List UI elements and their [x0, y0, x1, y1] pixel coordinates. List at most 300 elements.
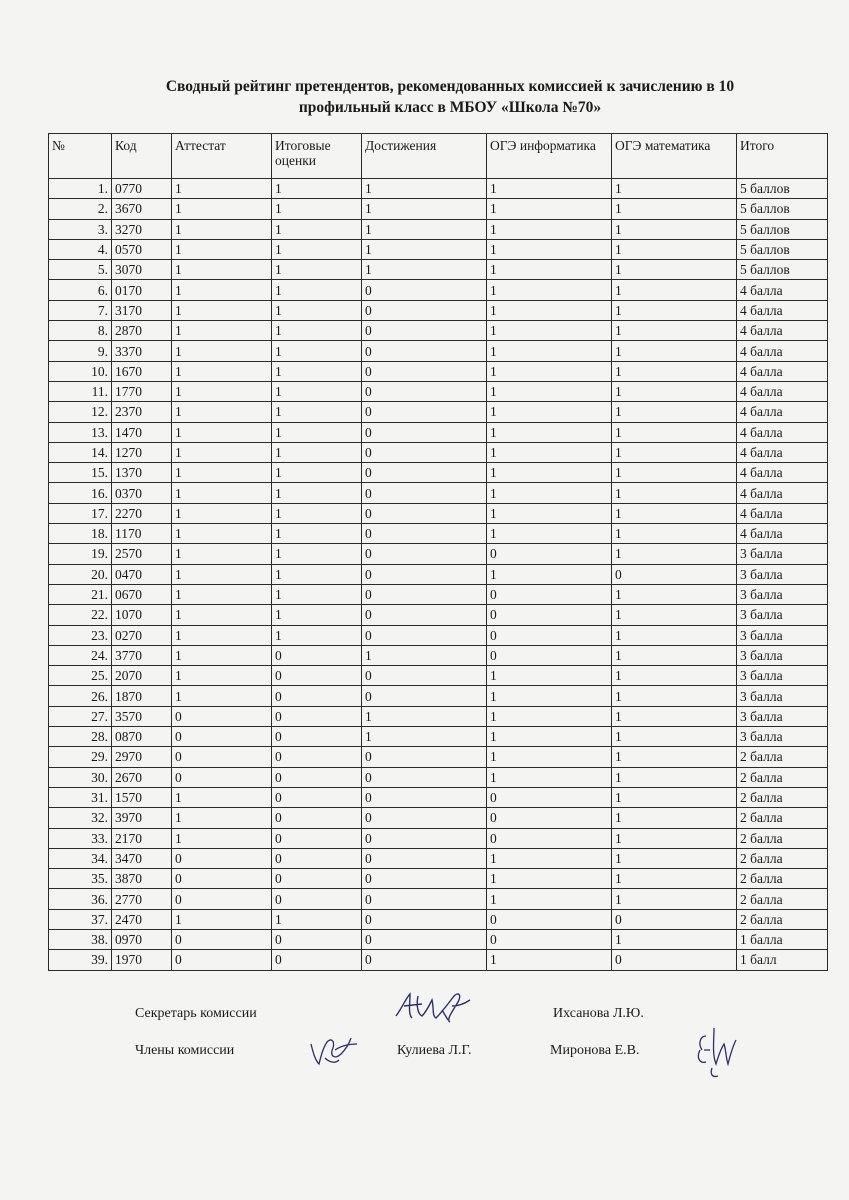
table-cell: 1	[172, 584, 272, 604]
table-cell: 0	[272, 869, 362, 889]
table-cell: 1970	[112, 950, 172, 970]
table-cell: 0	[612, 950, 737, 970]
table-cell: 2 балла	[737, 808, 828, 828]
table-cell: 1	[612, 463, 737, 483]
table-cell: 3170	[112, 300, 172, 320]
table-cell: 3970	[112, 808, 172, 828]
table-cell: 1	[272, 605, 362, 625]
table-cell: 1.	[49, 179, 112, 199]
table-cell: 1	[612, 219, 737, 239]
table-cell: 1	[487, 341, 612, 361]
table-cell: 1	[172, 442, 272, 462]
table-cell: 0	[272, 727, 362, 747]
table-cell: 0	[272, 645, 362, 665]
table-cell: 25.	[49, 666, 112, 686]
table-cell: 5 баллов	[737, 199, 828, 219]
table-row	[49, 219, 828, 239]
table-row	[49, 483, 828, 503]
table-cell: 0	[362, 869, 487, 889]
table-cell: 2070	[112, 666, 172, 686]
table-cell: 4.	[49, 239, 112, 259]
table-cell: 1	[487, 524, 612, 544]
table-cell: 1	[487, 747, 612, 767]
table-cell: 4 балла	[737, 280, 828, 300]
table-cell: 3 балла	[737, 584, 828, 604]
table-row	[49, 199, 828, 219]
table-cell: 0	[362, 361, 487, 381]
table-cell: 1	[612, 666, 737, 686]
table-cell: 3670	[112, 199, 172, 219]
table-cell: 1	[272, 280, 362, 300]
table-cell: 1	[272, 260, 362, 280]
table-cell: 1	[612, 422, 737, 442]
table-cell: 0	[362, 848, 487, 868]
table-cell: 1	[272, 503, 362, 523]
table-cell: 1	[487, 402, 612, 422]
table-cell: 15.	[49, 463, 112, 483]
table-cell: 2 балла	[737, 747, 828, 767]
table-cell: 3.	[49, 219, 112, 239]
table-cell: 1	[487, 442, 612, 462]
table-cell: 1	[172, 219, 272, 239]
table-cell: 4 балла	[737, 463, 828, 483]
table-cell: 1	[612, 321, 737, 341]
table-cell: 1	[612, 584, 737, 604]
table-cell: 3870	[112, 869, 172, 889]
table-cell: 3570	[112, 706, 172, 726]
table-cell: 0	[362, 321, 487, 341]
table-cell: 2270	[112, 503, 172, 523]
table-cell: 1	[272, 625, 362, 645]
table-cell: 0	[612, 564, 737, 584]
table-cell: 2 балла	[737, 767, 828, 787]
table-cell: 1	[362, 706, 487, 726]
table-cell: 1	[172, 503, 272, 523]
table-cell: 36.	[49, 889, 112, 909]
secretary-signature	[392, 986, 482, 1028]
table-cell: 1	[172, 625, 272, 645]
table-cell: 0	[487, 645, 612, 665]
table-cell: 29.	[49, 747, 112, 767]
table-row	[49, 767, 828, 787]
table-cell: 1	[362, 727, 487, 747]
table-cell: 5 баллов	[737, 219, 828, 239]
table-cell: 1	[612, 706, 737, 726]
table-cell: 22.	[49, 605, 112, 625]
table-row	[49, 361, 828, 381]
title-line-2: профильный класс в МБОУ «Школа №70»	[298, 99, 602, 116]
table-cell: 1	[272, 321, 362, 341]
table-cell: 23.	[49, 625, 112, 645]
table-cell: 0	[272, 666, 362, 686]
table-row	[49, 341, 828, 361]
table-cell: 3 балла	[737, 564, 828, 584]
table-cell: 2170	[112, 828, 172, 848]
table-cell: 1	[612, 544, 737, 564]
table-cell: 1570	[112, 787, 172, 807]
table-cell: 3 балла	[737, 666, 828, 686]
table-cell: 1	[272, 341, 362, 361]
table-cell: 2.	[49, 199, 112, 219]
table-cell: 1	[172, 666, 272, 686]
table-row	[49, 300, 828, 320]
table-cell: 1	[487, 767, 612, 787]
header-cell: Достижения	[362, 134, 487, 179]
table-cell: 1	[487, 219, 612, 239]
table-cell: 1	[487, 564, 612, 584]
table-cell: 4 балла	[737, 422, 828, 442]
table-cell: 0	[362, 280, 487, 300]
table-cell: 1	[612, 402, 737, 422]
table-cell: 1	[487, 706, 612, 726]
table-cell: 1	[612, 625, 737, 645]
table-cell: 1	[612, 686, 737, 706]
table-cell: 0	[362, 808, 487, 828]
table-cell: 34.	[49, 848, 112, 868]
table-row	[49, 645, 828, 665]
table-cell: 1	[487, 321, 612, 341]
table-cell: 2 балла	[737, 787, 828, 807]
table-cell: 1	[487, 503, 612, 523]
table-cell: 4 балла	[737, 442, 828, 462]
table-cell: 0	[362, 929, 487, 949]
table-row	[49, 666, 828, 686]
table-cell: 1	[612, 828, 737, 848]
table-row	[49, 686, 828, 706]
table-cell: 0	[362, 402, 487, 422]
table-cell: 1	[612, 239, 737, 259]
table-cell: 1 балл	[737, 950, 828, 970]
table-cell: 1670	[112, 361, 172, 381]
table-cell: 0	[272, 686, 362, 706]
table-cell: 1	[172, 321, 272, 341]
header-cell: ОГЭ информатика	[487, 134, 612, 179]
table-row	[49, 442, 828, 462]
table-cell: 3 балла	[737, 645, 828, 665]
table-cell: 1	[487, 950, 612, 970]
table-cell: 3 балла	[737, 625, 828, 645]
table-row	[49, 544, 828, 564]
table-cell: 1	[172, 280, 272, 300]
table-cell: 0	[362, 584, 487, 604]
table-row	[49, 950, 828, 970]
table-cell: 1	[612, 483, 737, 503]
table-cell: 2570	[112, 544, 172, 564]
table-cell: 0	[272, 848, 362, 868]
table-cell: 1	[172, 402, 272, 422]
table-cell: 0	[487, 787, 612, 807]
table-cell: 1770	[112, 381, 172, 401]
table-row	[49, 503, 828, 523]
table-cell: 1	[272, 239, 362, 259]
table-cell: 1	[612, 280, 737, 300]
table-cell: 1	[362, 199, 487, 219]
table-cell: 0	[362, 381, 487, 401]
table-cell: 0970	[112, 929, 172, 949]
table-cell: 1	[272, 584, 362, 604]
table-cell: 0670	[112, 584, 172, 604]
table-cell: 4 балла	[737, 402, 828, 422]
header-cell: ОГЭ математика	[612, 134, 737, 179]
table-cell: 1	[272, 564, 362, 584]
table-cell: 37.	[49, 909, 112, 929]
table-row	[49, 463, 828, 483]
table-cell: 0570	[112, 239, 172, 259]
table-cell: 1	[612, 442, 737, 462]
table-row	[49, 605, 828, 625]
table-cell: 0	[362, 889, 487, 909]
table-row	[49, 381, 828, 401]
table-cell: 5 баллов	[737, 179, 828, 199]
table-cell: 1 балла	[737, 929, 828, 949]
table-cell: 4 балла	[737, 321, 828, 341]
member2-name: Миронова Е.В.	[550, 1043, 640, 1058]
table-cell: 27.	[49, 706, 112, 726]
table-cell: 28.	[49, 727, 112, 747]
table-cell: 1370	[112, 463, 172, 483]
table-cell: 0	[272, 889, 362, 909]
table-row	[49, 889, 828, 909]
table-cell: 3 балла	[737, 727, 828, 747]
table-cell: 1	[272, 442, 362, 462]
table-cell: 32.	[49, 808, 112, 828]
table-cell: 5.	[49, 260, 112, 280]
table-cell: 1	[487, 422, 612, 442]
table-cell: 1	[172, 787, 272, 807]
table-cell: 0	[362, 767, 487, 787]
table-cell: 1	[172, 381, 272, 401]
table-cell: 2 балла	[737, 869, 828, 889]
table-cell: 0	[362, 300, 487, 320]
table-cell: 0270	[112, 625, 172, 645]
table-cell: 1	[362, 239, 487, 259]
table-cell: 1	[612, 889, 737, 909]
table-cell: 1	[487, 199, 612, 219]
table-cell: 1	[487, 686, 612, 706]
table-cell: 0	[612, 909, 737, 929]
table-cell: 1	[487, 483, 612, 503]
table-cell: 1	[612, 381, 737, 401]
table-cell: 5 баллов	[737, 239, 828, 259]
table-cell: 0	[487, 909, 612, 929]
table-cell: 0	[487, 929, 612, 949]
table-cell: 2470	[112, 909, 172, 929]
table-cell: 1	[487, 260, 612, 280]
table-cell: 0870	[112, 727, 172, 747]
table-cell: 31.	[49, 787, 112, 807]
table-cell: 1	[272, 381, 362, 401]
table-cell: 1	[272, 402, 362, 422]
table-cell: 4 балла	[737, 381, 828, 401]
member1-name: Кулиева Л.Г.	[397, 1043, 472, 1058]
table-cell: 1	[172, 341, 272, 361]
table-cell: 1	[172, 544, 272, 564]
table-cell: 1	[487, 300, 612, 320]
table-cell: 0	[487, 584, 612, 604]
table-row	[49, 564, 828, 584]
table-cell: 0	[272, 787, 362, 807]
table-row	[49, 787, 828, 807]
secretary-name: Ихсанова Л.Ю.	[553, 1006, 644, 1021]
table-cell: 0	[362, 787, 487, 807]
table-cell: 1	[487, 280, 612, 300]
table-cell: 0	[172, 747, 272, 767]
table-cell: 2370	[112, 402, 172, 422]
table-cell: 1070	[112, 605, 172, 625]
table-cell: 1	[612, 848, 737, 868]
table-cell: 1	[487, 239, 612, 259]
table-cell: 0770	[112, 179, 172, 199]
table-cell: 1	[362, 260, 487, 280]
table-cell: 1	[172, 564, 272, 584]
table-row	[49, 909, 828, 929]
table-cell: 4 балла	[737, 503, 828, 523]
table-cell: 0	[362, 503, 487, 523]
table-cell: 1	[612, 767, 737, 787]
table-cell: 4 балла	[737, 361, 828, 381]
header-cell: Итоговые оценки	[272, 134, 362, 179]
table-cell: 1470	[112, 422, 172, 442]
table-cell: 19.	[49, 544, 112, 564]
table-cell: 16.	[49, 483, 112, 503]
table-cell: 1	[612, 503, 737, 523]
table-cell: 7.	[49, 300, 112, 320]
table-cell: 13.	[49, 422, 112, 442]
table-cell: 0	[272, 808, 362, 828]
table-cell: 2970	[112, 747, 172, 767]
table-cell: 1	[487, 869, 612, 889]
table-row	[49, 929, 828, 949]
table-cell: 0	[362, 422, 487, 442]
table-cell: 0	[487, 625, 612, 645]
table-row	[49, 808, 828, 828]
table-cell: 2 балла	[737, 828, 828, 848]
table-cell: 0	[362, 666, 487, 686]
table-cell: 2670	[112, 767, 172, 787]
table-cell: 1	[487, 381, 612, 401]
table-cell: 1	[172, 422, 272, 442]
table-cell: 1	[272, 524, 362, 544]
table-cell: 14.	[49, 442, 112, 462]
table-cell: 1	[172, 260, 272, 280]
table-cell: 1	[612, 787, 737, 807]
header-cell: Итого	[737, 134, 828, 179]
table-cell: 12.	[49, 402, 112, 422]
table-cell: 1	[272, 361, 362, 381]
table-cell: 1	[612, 727, 737, 747]
table-cell: 18.	[49, 524, 112, 544]
table-cell: 1	[612, 361, 737, 381]
member1-signature	[305, 1030, 365, 1070]
table-cell: 4 балла	[737, 483, 828, 503]
table-cell: 0	[362, 909, 487, 929]
table-row	[49, 239, 828, 259]
document-title	[120, 76, 780, 118]
table-cell: 0	[362, 564, 487, 584]
table-row	[49, 747, 828, 767]
header-cell: Код	[112, 134, 172, 179]
table-cell: 5 баллов	[737, 260, 828, 280]
table-cell: 1	[172, 463, 272, 483]
table-row	[49, 869, 828, 889]
table-row	[49, 321, 828, 341]
table-cell: 1	[612, 524, 737, 544]
table-cell: 9.	[49, 341, 112, 361]
table-cell: 1	[612, 260, 737, 280]
table-cell: 1	[612, 747, 737, 767]
table-row	[49, 260, 828, 280]
table-cell: 0	[272, 828, 362, 848]
table-cell: 1	[612, 179, 737, 199]
table-cell: 0	[172, 706, 272, 726]
table-row	[49, 706, 828, 726]
table-cell: 1	[172, 524, 272, 544]
header-cell: №	[49, 134, 112, 179]
table-cell: 0	[172, 950, 272, 970]
table-cell: 3 балла	[737, 605, 828, 625]
table-cell: 1270	[112, 442, 172, 462]
table-cell: 0	[172, 848, 272, 868]
table-cell: 0	[487, 544, 612, 564]
table-cell: 0	[172, 727, 272, 747]
table-cell: 3 балла	[737, 706, 828, 726]
table-cell: 1	[487, 463, 612, 483]
table-cell: 1	[487, 361, 612, 381]
table-cell: 1	[487, 666, 612, 686]
table-cell: 0170	[112, 280, 172, 300]
table-cell: 0	[362, 524, 487, 544]
table-header-row	[49, 134, 828, 179]
table-cell: 1	[272, 463, 362, 483]
table-cell: 33.	[49, 828, 112, 848]
table-cell: 0	[272, 767, 362, 787]
table-cell: 39.	[49, 950, 112, 970]
table-cell: 0	[362, 828, 487, 848]
table-cell: 8.	[49, 321, 112, 341]
table-cell: 17.	[49, 503, 112, 523]
table-cell: 0	[362, 605, 487, 625]
table-cell: 3 балла	[737, 544, 828, 564]
table-cell: 26.	[49, 686, 112, 706]
table-cell: 0	[487, 828, 612, 848]
table-cell: 2 балла	[737, 909, 828, 929]
table-cell: 1	[272, 219, 362, 239]
title-line-1: Сводный рейтинг претендентов, рекомендованных комиссией к зачислению в 10	[165, 78, 735, 95]
member2-signature	[692, 1020, 742, 1082]
table-cell: 0370	[112, 483, 172, 503]
table-cell: 20.	[49, 564, 112, 584]
table-cell: 0	[272, 706, 362, 726]
table-cell: 0	[362, 625, 487, 645]
table-cell: 1	[172, 645, 272, 665]
table-cell: 4 балла	[737, 341, 828, 361]
table-cell: 1	[172, 808, 272, 828]
table-cell: 1	[487, 179, 612, 199]
table-cell: 1	[272, 483, 362, 503]
table-row	[49, 280, 828, 300]
table-cell: 0	[487, 808, 612, 828]
table-cell: 1	[612, 300, 737, 320]
table-cell: 2870	[112, 321, 172, 341]
table-cell: 1	[272, 300, 362, 320]
table-cell: 1	[172, 361, 272, 381]
table-row	[49, 727, 828, 747]
table-cell: 3 балла	[737, 686, 828, 706]
table-cell: 3470	[112, 848, 172, 868]
table-cell: 1	[172, 686, 272, 706]
table-cell: 1	[612, 929, 737, 949]
table-cell: 30.	[49, 767, 112, 787]
